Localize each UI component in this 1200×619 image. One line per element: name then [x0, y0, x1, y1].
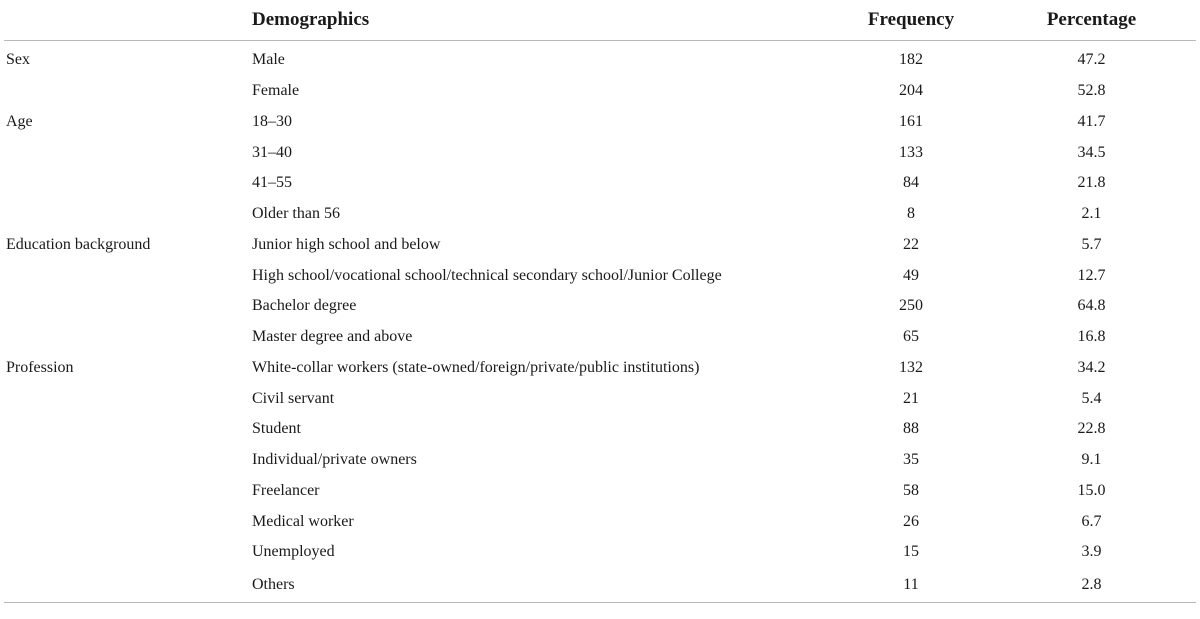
table-row	[4, 537, 1196, 568]
table-body	[4, 41, 1196, 603]
header-percentage: Percentage	[987, 0, 1196, 41]
row-item: Freelancer	[252, 481, 320, 499]
table-row	[4, 41, 1196, 76]
table-row	[4, 476, 1196, 507]
row-category	[4, 137, 252, 168]
table-row	[4, 568, 1196, 603]
row-item: Master degree and above	[252, 328, 413, 346]
table-header	[4, 0, 1196, 41]
header-row	[4, 0, 1196, 41]
table-row	[4, 260, 1196, 291]
row-frequency: 182	[899, 51, 923, 69]
table-row	[4, 383, 1196, 414]
row-item: Medical worker	[252, 512, 354, 530]
row-frequency: 58	[903, 481, 919, 499]
row-percentage: 41.7	[1077, 112, 1106, 130]
table-row	[4, 353, 1196, 384]
row-item: Older than 56	[252, 205, 340, 223]
row-item: Junior high school and below	[252, 235, 441, 253]
row-item: Bachelor degree	[252, 297, 357, 315]
demographics-table-container	[4, 0, 1196, 603]
row-frequency: 22	[903, 235, 919, 253]
row-item: Student	[252, 420, 301, 438]
row-frequency: 35	[903, 451, 919, 469]
row-percentage: 12.7	[1077, 266, 1106, 284]
row-percentage: 15.0	[1077, 481, 1106, 499]
row-item: Individual/private owners	[252, 451, 417, 469]
row-percentage: 47.2	[1077, 51, 1106, 69]
row-frequency: 11	[835, 568, 987, 603]
row-category	[4, 537, 252, 568]
row-frequency: 8	[907, 205, 915, 223]
row-category	[4, 383, 252, 414]
row-percentage: 5.4	[1081, 389, 1102, 407]
row-frequency: 132	[899, 358, 923, 376]
row-frequency: 21	[903, 389, 919, 407]
row-percentage: 64.8	[1077, 297, 1106, 315]
row-percentage: 2.1	[1081, 205, 1102, 223]
row-item: Male	[252, 51, 285, 69]
row-item: 31–40	[252, 143, 292, 161]
row-percentage: 5.7	[1081, 235, 1102, 253]
table-row	[4, 107, 1196, 138]
row-frequency: 88	[903, 420, 919, 438]
row-item: High school/vocational school/technical secondary school/Junior College	[252, 266, 722, 284]
table-row	[4, 199, 1196, 230]
table-row	[4, 414, 1196, 445]
row-percentage: 9.1	[1081, 451, 1102, 469]
row-category: Sex	[6, 51, 30, 69]
row-frequency: 26	[903, 512, 919, 530]
row-frequency: 204	[899, 82, 923, 100]
row-percentage: 34.5	[1077, 143, 1106, 161]
row-item: 41–55	[252, 174, 292, 192]
row-item: Others	[252, 568, 835, 603]
table-row	[4, 137, 1196, 168]
row-item: Civil servant	[252, 389, 335, 407]
row-percentage: 3.9	[1081, 543, 1102, 561]
row-category: Education background	[6, 235, 151, 253]
table-row	[4, 291, 1196, 322]
row-category	[4, 476, 252, 507]
row-percentage: 16.8	[1077, 328, 1106, 346]
row-category	[4, 445, 252, 476]
row-percentage: 6.7	[1081, 512, 1102, 530]
row-category: Age	[6, 112, 33, 130]
row-category	[4, 291, 252, 322]
row-category	[4, 506, 252, 537]
row-category	[4, 414, 252, 445]
row-category	[4, 199, 252, 230]
row-category	[4, 168, 252, 199]
row-frequency: 65	[903, 328, 919, 346]
row-percentage: 21.8	[1077, 174, 1106, 192]
row-frequency: 84	[903, 174, 919, 192]
header-category	[4, 0, 252, 41]
row-item: Unemployed	[252, 543, 335, 561]
row-item: Female	[252, 82, 300, 100]
row-frequency: 161	[899, 112, 923, 130]
row-category: Profession	[6, 358, 74, 376]
table-row	[4, 230, 1196, 261]
row-category	[4, 260, 252, 291]
row-percentage: 52.8	[1077, 82, 1106, 100]
row-item: White-collar workers (state-owned/foreign/private/public institutions)	[252, 358, 700, 376]
table-row	[4, 445, 1196, 476]
row-frequency: 49	[903, 266, 919, 284]
row-frequency: 250	[899, 297, 923, 315]
row-category	[4, 76, 252, 107]
row-percentage: 2.8	[987, 568, 1196, 603]
row-percentage: 34.2	[1077, 358, 1106, 376]
row-item: 18–30	[252, 112, 292, 130]
table-row	[4, 506, 1196, 537]
table-row	[4, 76, 1196, 107]
header-demographics: Demographics	[252, 0, 835, 41]
row-percentage: 22.8	[1077, 420, 1106, 438]
header-frequency: Frequency	[835, 0, 987, 41]
table-row	[4, 322, 1196, 353]
demographics-table	[4, 0, 1196, 603]
row-frequency: 133	[899, 143, 923, 161]
row-frequency: 15	[903, 543, 919, 561]
row-category	[4, 568, 252, 603]
table-row	[4, 168, 1196, 199]
row-category	[4, 322, 252, 353]
